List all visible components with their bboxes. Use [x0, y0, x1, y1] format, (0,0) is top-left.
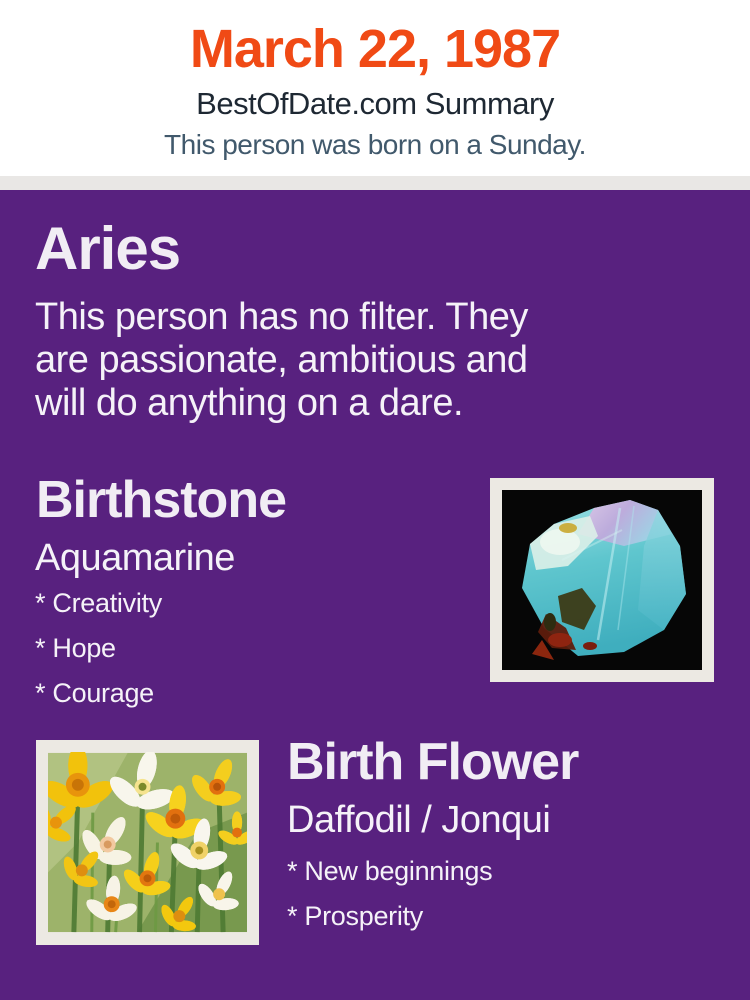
- daffodil-flowers-photo: [48, 752, 247, 933]
- date-title: March 22, 1987: [189, 19, 561, 79]
- birthstone-trait: * Creativity: [35, 588, 162, 618]
- birthstone-title: Birthstone: [36, 471, 286, 529]
- summary-panel: [0, 190, 750, 1000]
- header-divider: [0, 176, 750, 190]
- header: [0, 0, 750, 176]
- zodiac-description-line: will do anything on a dare.: [35, 382, 464, 424]
- birth-flower-name: Daffodil / Jonqui: [287, 799, 551, 841]
- zodiac-description-line: are passionate, ambitious and: [35, 339, 528, 381]
- zodiac-description-line: This person has no filter. They: [35, 296, 528, 338]
- site-summary: BestOfDate.com Summary: [196, 86, 554, 121]
- aquamarine-stone-photo: [502, 490, 702, 670]
- birthstone-trait: * Hope: [35, 633, 116, 663]
- zodiac-sign-title: Aries: [35, 215, 181, 282]
- birth-flower-title: Birth Flower: [287, 733, 579, 791]
- birth-flower-trait: * New beginnings: [287, 856, 493, 886]
- birth-flower-trait: * Prosperity: [287, 901, 423, 931]
- daffodil-photo-frame: [36, 740, 259, 945]
- zodiac-description: [35, 296, 528, 425]
- aquamarine-photo-frame: [490, 478, 714, 682]
- born-day-line: This person was born on a Sunday.: [164, 129, 586, 160]
- birthstone-name: Aquamarine: [35, 537, 235, 579]
- birthstone-trait: * Courage: [35, 678, 154, 708]
